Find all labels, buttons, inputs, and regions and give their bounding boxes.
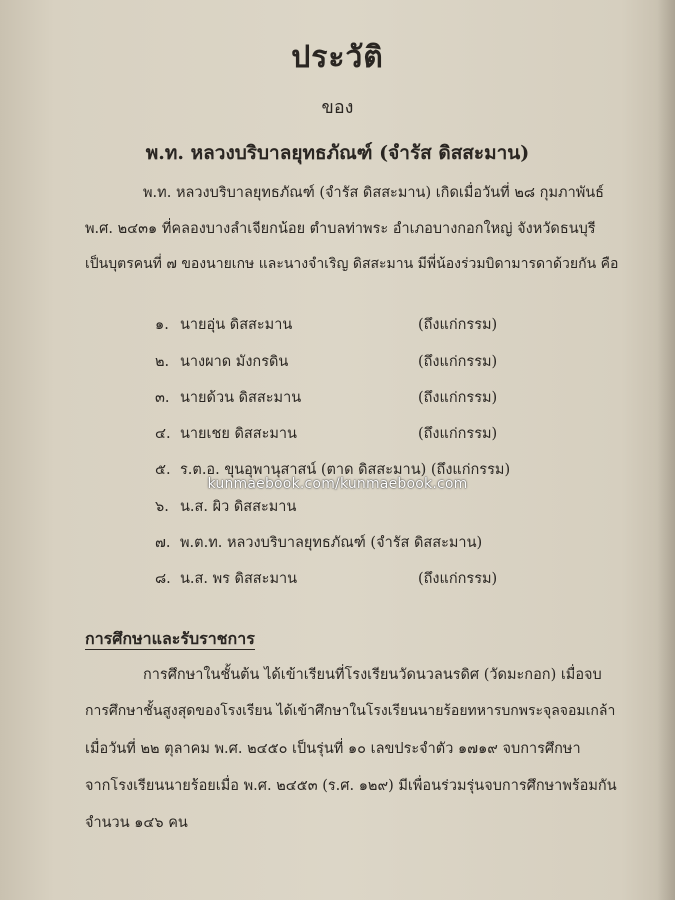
list-item-number: ๘.: [155, 571, 171, 587]
watermark-text: kunmaebook.com/kunmaebook.com: [207, 476, 468, 492]
list-item-name: นายเชย ดิสสะมาน: [180, 426, 297, 442]
list-item-name: นายอุ่น ดิสสะมาน: [180, 317, 293, 333]
page-edge-shadow: [657, 0, 675, 900]
list-item-name: ร.ต.อ. ขุนอุพานุสาสน์ (ตาด ดิสสะมาน) (ถึงแก่กรรม): [180, 462, 511, 478]
intro-line-2: พ.ศ. ๒๔๓๑ ที่คลองบางลำเจียกน้อย ตำบลท่าพระ อำเภอบางกอกใหญ่ จังหวัดธนบุรี: [85, 221, 596, 237]
list-item-note: (ถึงแก่กรรม): [418, 390, 498, 406]
section-heading-education: การศึกษาและรับราชการ: [85, 629, 255, 648]
education-line-1: การศึกษาในชั้นต้น ได้เข้าเรียนที่โรงเรียนวัดนวลนรดิศ (วัดมะกอก) เมื่อจบ: [143, 667, 602, 683]
list-item-note: (ถึงแก่กรรม): [418, 571, 498, 587]
list-item-number: ๖.: [155, 499, 169, 515]
list-item-name: น.ส. ผิว ดิสสะมาน: [180, 499, 297, 515]
education-line-2: การศึกษาชั้นสูงสุดของโรงเรียน ได้เข้าศึกษาในโรงเรียนนายร้อยทหารบกพระจุลจอมเกล้า: [85, 703, 616, 719]
education-line-5: จำนวน ๑๔๖ คน: [85, 815, 188, 831]
list-item-number: ๕.: [155, 462, 171, 478]
section-underline: [85, 649, 255, 650]
list-item-number: ๒.: [155, 354, 170, 370]
list-item-name: น.ส. พร ดิสสะมาน: [180, 571, 298, 587]
list-item-note: (ถึงแก่กรรม): [418, 354, 498, 370]
list-item-name: พ.ต.ท. หลวงบริบาลยุทธภัณฑ์ (จำรัส ดิสสะมาน): [180, 535, 483, 551]
list-item-note: (ถึงแก่กรรม): [418, 426, 498, 442]
page-title: ประวัติ: [291, 40, 384, 75]
intro-line-3: เป็นบุตรคนที่ ๗ ของนายเกษ และนางจำเริญ ดิสสะมาน มีพี่น้องร่วมบิดามารดาด้วยกัน คือ: [85, 256, 619, 272]
list-item-number: ๓.: [155, 390, 170, 406]
list-item-note: (ถึงแก่กรรม): [418, 317, 498, 333]
education-line-4: จากโรงเรียนนายร้อยเมื่อ พ.ศ. ๒๔๕๓ (ร.ศ. ๑๒๙) มีเพื่อนร่วมรุ่นจบการศึกษาพร้อมกัน: [85, 778, 617, 794]
list-item-number: ๔.: [155, 426, 171, 442]
list-item-number: ๑.: [155, 317, 169, 333]
list-item-name: นางผาด มังกรดิน: [180, 354, 289, 370]
list-item-name: นายด้วน ดิสสะมาน: [180, 390, 302, 406]
education-line-3: เมื่อวันที่ ๒๒ ตุลาคม พ.ศ. ๒๔๕๐ เป็นรุ่นที่ ๑๐ เลขประจำตัว ๑๗๑๙ จบการศึกษา: [85, 741, 581, 757]
list-item-number: ๗.: [155, 535, 171, 551]
person-name-heading: พ.ท. หลวงบริบาลยุทธภัณฑ์ (จำรัส ดิสสะมาน): [145, 142, 530, 164]
intro-line-1: พ.ท. หลวงบริบาลยุทธภัณฑ์ (จำรัส ดิสสะมาน) เกิดเมื่อวันที่ ๒๘ กุมภาพันธ์: [143, 185, 605, 201]
subtitle-of: ของ: [321, 97, 354, 118]
